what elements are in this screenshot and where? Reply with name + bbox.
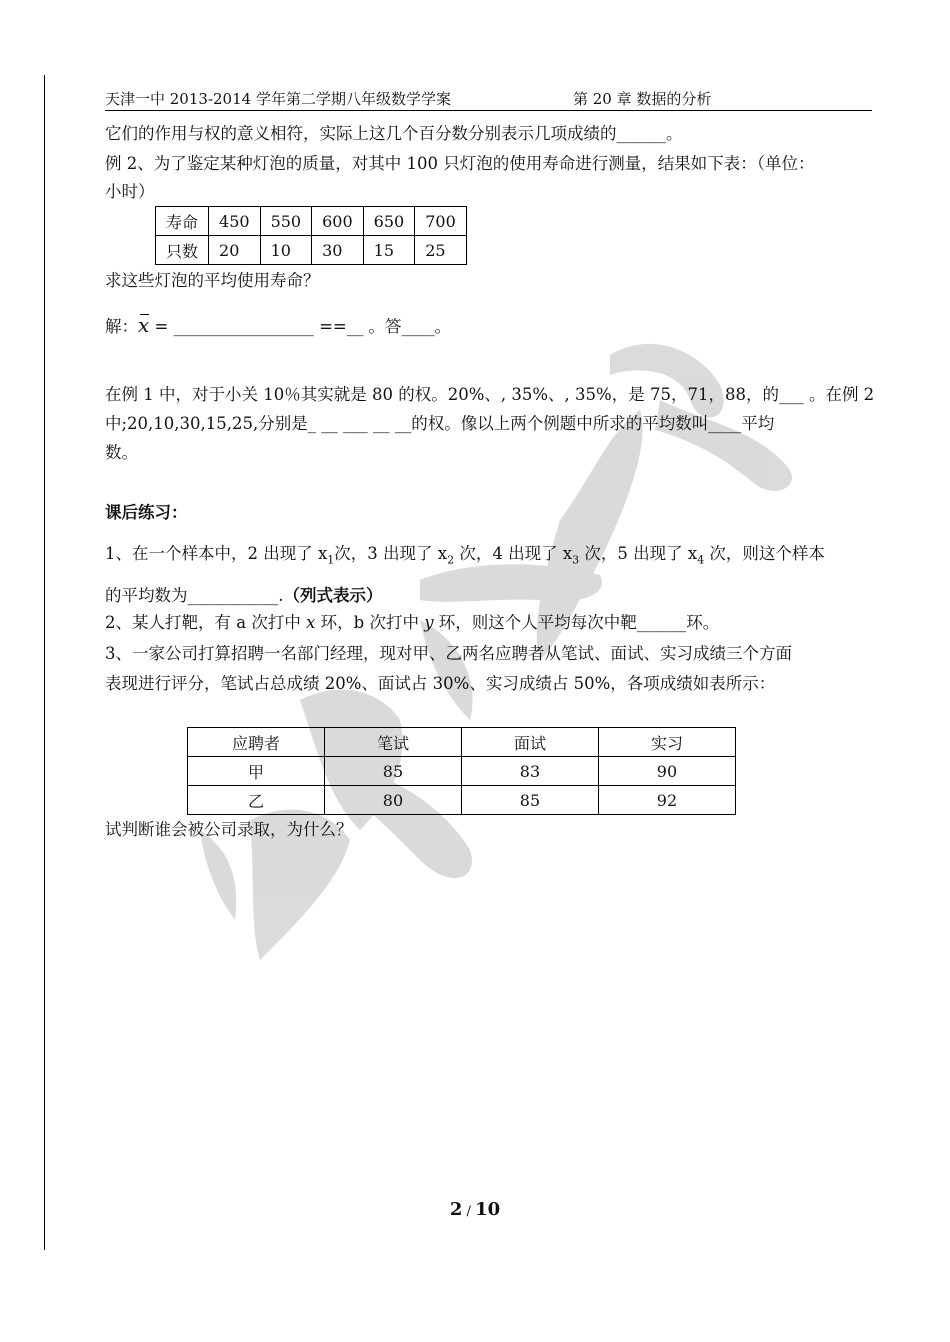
table-row xyxy=(188,786,736,815)
example2-line: 例 2、为了鉴定某种灯泡的质量，对其中 100 只灯泡的使用寿命进行测量，结果如下表：（单位： xyxy=(105,154,815,173)
table-cell: 92 xyxy=(598,786,735,815)
text-fragment: 1、在一个样本中，2 出现了 x xyxy=(105,544,328,563)
page-header xyxy=(105,88,872,111)
table-cell: 乙 xyxy=(188,786,325,815)
subscript: 3 xyxy=(572,553,580,567)
table-cell: 寿命 xyxy=(156,207,209,236)
table-cell: 80 xyxy=(324,786,461,815)
var-x: x xyxy=(306,613,316,632)
exercise-1-line-2 xyxy=(105,585,383,607)
table-row xyxy=(188,757,736,786)
solution-prefix: 解： xyxy=(105,317,138,336)
var-y: y xyxy=(424,613,434,632)
subscript: 1 xyxy=(327,553,335,567)
table-cell: 85 xyxy=(324,757,461,786)
table-cell: 只数 xyxy=(156,236,209,265)
table-header-row xyxy=(188,728,736,757)
text-line: 中;20,10,30,15,25,分别是_ __ ___ __ __的权。像以上两个例题中所求的平均数叫____平均 xyxy=(105,414,775,433)
table-cell: 700 xyxy=(415,207,467,236)
left-margin-line xyxy=(44,75,45,1250)
table-cell: 20 xyxy=(209,236,261,265)
table-cell: 600 xyxy=(312,207,364,236)
header-chapter: 第 20 章 数据的分析 xyxy=(573,90,712,108)
question-line: 求这些灯泡的平均使用寿命？ xyxy=(105,271,320,290)
text-line: 它们的作用与权的意义相符，实际上这几个百分数分别表示几项成绩的______。 xyxy=(105,124,683,143)
text-fragment: 次，4 出现了 x xyxy=(454,544,573,563)
table-cell: 30 xyxy=(312,236,364,265)
table-row xyxy=(156,207,467,236)
text-fragment: 2、某人打靶，有 a 次打中 xyxy=(105,613,307,632)
text-fragment: 次，则这个样本 xyxy=(704,544,825,563)
exercise-3-question: 试判断谁会被公司录取，为什么？ xyxy=(105,820,353,839)
table-cell: 83 xyxy=(461,757,598,786)
subscript: 4 xyxy=(697,553,705,567)
page-number xyxy=(0,1199,950,1220)
exercise-2-line xyxy=(105,612,719,634)
page-separator: / xyxy=(462,1204,476,1219)
x-bar-symbol: x xyxy=(138,313,150,337)
example2-unit: 小时） xyxy=(105,182,155,201)
text-fragment: 次，5 出现了 x xyxy=(579,544,698,563)
table-header-cell: 面试 xyxy=(461,728,598,757)
section-heading: 课后练习： xyxy=(105,503,188,522)
header-title: 天津一中 2013-2014 学年第二学期八年级数学学案 xyxy=(105,90,451,108)
bold-note: （列式表示） xyxy=(283,586,383,605)
table-header-cell: 实习 xyxy=(598,728,735,757)
table-cell: 15 xyxy=(363,236,415,265)
table-cell: 85 xyxy=(461,786,598,815)
solution-blanks: = _________________ ==__ 。答____。 xyxy=(149,317,451,336)
table-header-cell: 应聘者 xyxy=(188,728,325,757)
score-table xyxy=(187,727,736,815)
text-line: 数。 xyxy=(105,443,138,462)
lifetime-table xyxy=(155,206,467,265)
text-fragment: 环，b 次打中 xyxy=(315,613,425,632)
text-fragment: 次，3 出现了 x xyxy=(334,544,448,563)
table-cell: 25 xyxy=(415,236,467,265)
solution-line xyxy=(105,314,451,338)
exercise-3-line-2: 表现进行评分，笔试占总成绩 20%、面试占 30%、实习成绩占 50%，各项成绩如表所示： xyxy=(105,674,776,693)
table-cell: 550 xyxy=(260,207,312,236)
exercise-1-line xyxy=(105,543,825,571)
table-row xyxy=(156,236,467,265)
table-cell: 甲 xyxy=(188,757,325,786)
exercise-3-line: 3、一家公司打算招聘一名部门经理，现对甲、乙两名应聘者从笔试、面试、实习成绩三个方面 xyxy=(105,644,792,663)
text-fragment: 的平均数为___________. xyxy=(105,586,284,605)
table-cell: 90 xyxy=(598,757,735,786)
total-pages: 10 xyxy=(475,1199,501,1220)
table-cell: 450 xyxy=(209,207,261,236)
text-fragment: 环，则这个人平均每次中靶______环。 xyxy=(433,613,720,632)
current-page: 2 xyxy=(449,1199,463,1220)
table-cell: 10 xyxy=(260,236,312,265)
text-line: 在例 1 中，对于小关 10％其实就是 80 的权。20%、, 35%、, 35%，是 75，71，88，的___ 。在例 2 xyxy=(105,385,875,404)
subscript: 2 xyxy=(447,553,455,567)
table-cell: 650 xyxy=(363,207,415,236)
table-header-cell: 笔试 xyxy=(324,728,461,757)
